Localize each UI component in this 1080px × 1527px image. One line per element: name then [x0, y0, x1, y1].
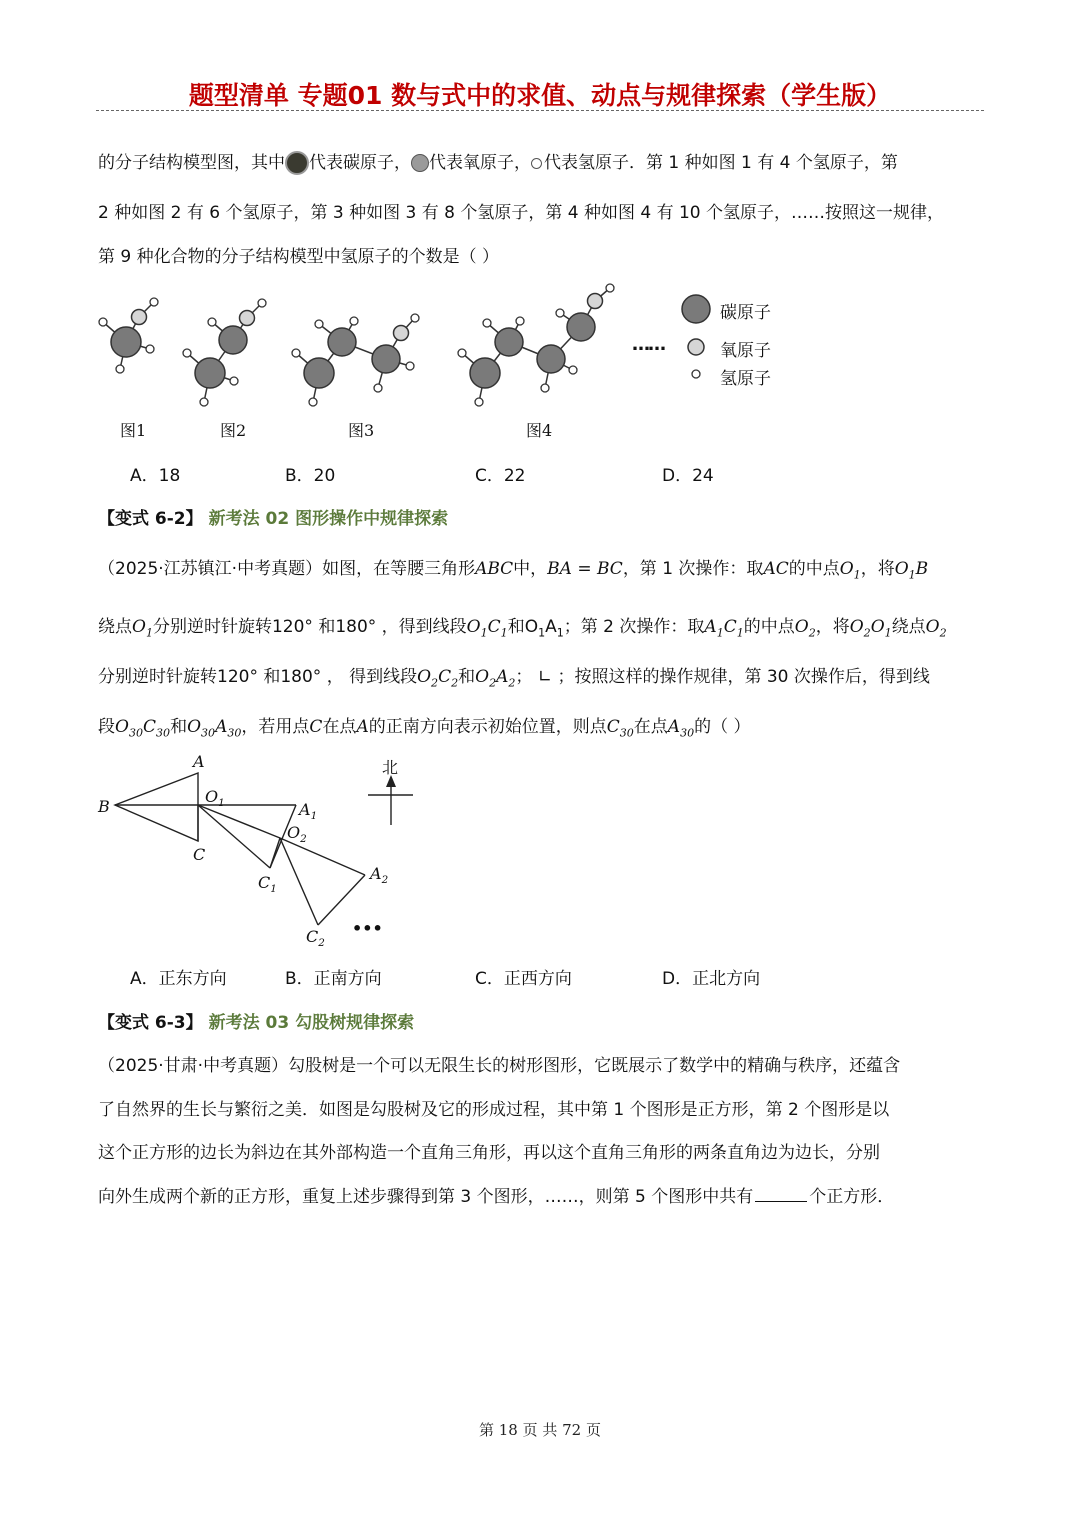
q1-option-a[interactable]: A．18 [130, 466, 181, 486]
v63-line1: （2025·甘肃·中考真题）勾股树是一个可以无限生长的树形图形，它既展示了数学中的精确与秩序，还蕴含 [98, 1056, 901, 1076]
v63-line2: 了自然界的生长与繁衍之美．如图是勾股树及它的形成过程，其中第 1 个图形是正方形，第 2 个图形是以 [98, 1100, 890, 1120]
q1-line3: 第 9 种化合物的分子结构模型中氢原子的个数是（ ） [98, 247, 500, 267]
q1-option-c[interactable]: C．22 [475, 466, 526, 486]
fig-label-A2: $A_2$ [370, 864, 389, 887]
v62-line2: 绕点$O_1$分别逆时针旋转120° 和180° ，得到线段$O_1C_1$和$O_1A_1$；第 2 次操作：取$A_1C_1$的中点$O_2$，将$O_2O_1$绕点$O_2$ [98, 617, 947, 640]
triangle-operation-figure [0, 745, 1080, 955]
fig-label-B: B [98, 797, 110, 816]
molecule-ellipsis: …… [632, 334, 664, 355]
fig-label-A1: $A_1$ [299, 800, 318, 823]
figure-label-1: 图1 [120, 421, 147, 440]
figure-label-3: 图3 [348, 421, 375, 440]
v62-line4: 段$O_{30}C_{30}$和$O_{30}A_{30}$，若用点C在点A的正南方向表示初始位置，则点$C_{30}$在点$A_{30}$的（ ） [98, 717, 751, 740]
hydrogen-atom-icon [531, 158, 542, 169]
fig-label-C: C [193, 845, 206, 864]
variant-6-3-heading: 【变式 6-3】 新考法 03 勾股树规律探索 [98, 1013, 415, 1033]
v62-option-d[interactable]: D．正北方向 [662, 969, 761, 989]
legend-hydrogen: 氢原子 [720, 369, 771, 389]
q1-option-b[interactable]: B．20 [285, 466, 336, 486]
figure-label-2: 图2 [220, 421, 247, 440]
v62-option-c[interactable]: C．正西方向 [475, 969, 572, 989]
compass-north-label: 北 [382, 758, 399, 777]
legend-carbon: 碳原子 [720, 303, 771, 323]
v62-line1: （2025·江苏镇江·中考真题）如图，在等腰三角形ABC中，BA = BC，第 1 次操作：取AC的中点$O_1$，将$O_1B$ [98, 559, 929, 582]
v63-line3: 这个正方形的边长为斜边在其外部构造一个直角三角形，再以这个直角三角形的两条直角边为边长，分别 [98, 1143, 880, 1163]
q1-line1: 的分子结构模型图，其中 代表碳原子， 代表氧原子， 代表氢原子．第 1 种如图 1 有 4 个氢原子，第 [98, 153, 898, 173]
v62-line3: 分别逆时针旋转120° 和180° ， 得到线段$O_2C_2$和$O_2A_2$； ∟ ；按照这样的操作规律，第 30 次操作后，得到线 [98, 667, 930, 690]
v62-option-a[interactable]: A．正东方向 [130, 969, 227, 989]
figure-label-4: 图4 [526, 421, 553, 440]
fig-dots: ••• [352, 919, 383, 938]
page-footer: 第 18 页 共 72 页 [478, 1421, 601, 1439]
answer-blank[interactable] [755, 1201, 807, 1202]
carbon-atom-icon [285, 151, 309, 175]
v63-line4: 向外生成两个新的正方形，重复上述步骤得到第 3 个图形，……，则第 5 个图形中共有 个正方形． [98, 1187, 895, 1207]
fig-label-C2: $C_2$ [306, 927, 325, 950]
fig-label-O1: $O_1$ [205, 787, 225, 810]
fig-label-A: A [193, 752, 205, 771]
fig-label-O2: $O_2$ [287, 823, 307, 846]
variant-6-2-heading: 【变式 6-2】 新考法 02 图形操作中规律探索 [98, 509, 449, 529]
legend-oxygen: 氧原子 [720, 341, 771, 361]
fig-label-C1: $C_1$ [258, 873, 277, 896]
header-divider [96, 110, 984, 111]
q1-line2: 2 种如图 2 有 6 个氢原子，第 3 种如图 3 有 8 个氢原子，第 4 种如图 4 有 10 个氢原子，……按照这一规律， [98, 203, 945, 223]
v62-option-b[interactable]: B．正南方向 [285, 969, 382, 989]
q1-option-d[interactable]: D．24 [662, 466, 714, 486]
oxygen-atom-icon [411, 154, 429, 172]
page-title: 题型清单 专题01 数与式中的求值、动点与规律探索（学生版） [188, 81, 892, 110]
